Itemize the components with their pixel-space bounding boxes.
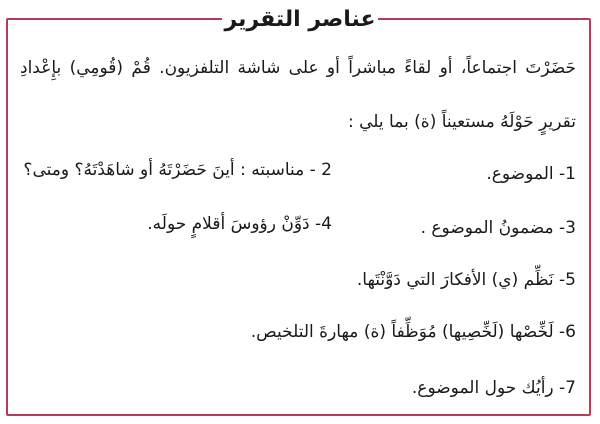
page-title: عناصر التقرير — [224, 6, 376, 32]
list-item-1: 1- الموضوع. — [486, 164, 576, 184]
list-item-3: 3- مضمونُ الموضوع . — [420, 218, 576, 238]
intro-line-2: تقريرٍ حَوْلَهُ مستعيناً (ة) بما يلي : — [347, 112, 576, 132]
title-box — [222, 2, 378, 36]
list-item-5: 5- نَظِّم (ي) الأفكارَ التي دَوَّنْتَها. — [356, 270, 576, 290]
list-item-6: 6- لَخِّصْها (لَخِّصِيها) مُوَظِّفاً (ة) مهارةَ التلخيص. — [250, 322, 576, 342]
intro-line-1: حَضَرْتَ اجتماعاً، أو لقاءً مباشراً أو على شاشة التلفزيون. قُمْ (قُومِي) بإِعْدادِ — [20, 58, 576, 78]
list-item-4: 4- دَوِّنْ رؤوسَ أقلامٍ حولَه. — [147, 214, 332, 234]
list-item-2: 2 - مناسبته : أينَ حَضَرْتَهُ أو شاهَدْتَهُ؟ ومتى؟ — [23, 160, 332, 180]
list-item-7: 7- رأيُك حول الموضوع. — [411, 378, 576, 398]
